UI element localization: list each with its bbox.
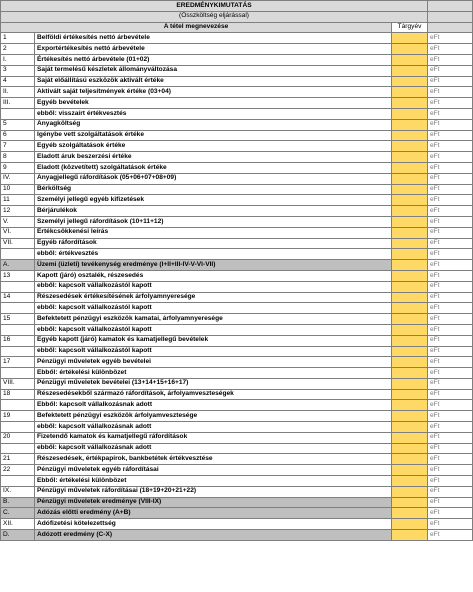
row-label: ebből: kapcsolt vállalkozásnak adott bbox=[35, 443, 392, 454]
unit-label: eFt bbox=[428, 486, 473, 497]
table-row bbox=[1, 314, 473, 325]
table-row bbox=[1, 422, 473, 433]
table-row bbox=[1, 335, 473, 346]
subtitle-row-blank bbox=[428, 11, 473, 22]
row-number bbox=[1, 249, 35, 260]
row-number: VII. bbox=[1, 238, 35, 249]
row-number: 4 bbox=[1, 76, 35, 87]
row-label: Részesedésekből származó ráfordítások, árfolyamveszteségek bbox=[35, 389, 392, 400]
row-number: II. bbox=[1, 87, 35, 98]
subtitle-row bbox=[1, 11, 473, 22]
item-column-header: A tétel megnevezése bbox=[1, 22, 392, 33]
current-year-value-cell[interactable] bbox=[392, 335, 428, 346]
current-year-value-cell[interactable] bbox=[392, 33, 428, 44]
unit-label: eFt bbox=[428, 162, 473, 173]
row-label: Egyéb szolgáltatások értéke bbox=[35, 141, 392, 152]
row-label: Értékcsökkenési leírás bbox=[35, 227, 392, 238]
row-label: Adózás előtti eredmény (A+B) bbox=[35, 508, 392, 519]
row-number: V. bbox=[1, 216, 35, 227]
unit-label: eFt bbox=[428, 98, 473, 109]
unit-label: eFt bbox=[428, 227, 473, 238]
current-year-value-cell[interactable] bbox=[392, 465, 428, 476]
unit-label: eFt bbox=[428, 270, 473, 281]
row-label: Belföldi értékesítés nettó árbevétele bbox=[35, 33, 392, 44]
table-row bbox=[1, 303, 473, 314]
unit-label: eFt bbox=[428, 519, 473, 530]
unit-label: eFt bbox=[428, 422, 473, 433]
row-number: VIII. bbox=[1, 378, 35, 389]
row-number: 11 bbox=[1, 195, 35, 206]
row-label: Ebből: értékelési különbözet bbox=[35, 476, 392, 487]
row-number: 16 bbox=[1, 335, 35, 346]
unit-label: eFt bbox=[428, 497, 473, 508]
row-number: 10 bbox=[1, 184, 35, 195]
unit-label: eFt bbox=[428, 87, 473, 98]
row-number bbox=[1, 281, 35, 292]
current-year-value-cell[interactable] bbox=[392, 454, 428, 465]
current-year-value-cell[interactable] bbox=[392, 184, 428, 195]
current-year-value-cell[interactable] bbox=[392, 530, 428, 541]
current-year-value-cell[interactable] bbox=[392, 173, 428, 184]
current-year-value-cell[interactable] bbox=[392, 432, 428, 443]
current-year-value-cell[interactable] bbox=[392, 443, 428, 454]
row-label: Pénzügyi műveletek bevételei (13+14+15+16+17) bbox=[35, 378, 392, 389]
row-number: 2 bbox=[1, 44, 35, 55]
table-row bbox=[1, 87, 473, 98]
row-number: 17 bbox=[1, 357, 35, 368]
unit-label: eFt bbox=[428, 260, 473, 271]
row-number: 21 bbox=[1, 454, 35, 465]
row-number: IX. bbox=[1, 486, 35, 497]
table-row bbox=[1, 400, 473, 411]
current-year-value-cell[interactable] bbox=[392, 162, 428, 173]
table-row bbox=[1, 33, 473, 44]
table-row bbox=[1, 141, 473, 152]
row-number bbox=[1, 368, 35, 379]
table-row bbox=[1, 346, 473, 357]
table-row bbox=[1, 227, 473, 238]
row-label: Aktivált saját teljesítmények értéke (03+04) bbox=[35, 87, 392, 98]
row-label: ebből: kapcsolt vállalkozástól kapott bbox=[35, 324, 392, 335]
row-number: 22 bbox=[1, 465, 35, 476]
title-row bbox=[1, 1, 473, 12]
current-year-value-cell[interactable] bbox=[392, 108, 428, 119]
table-row bbox=[1, 162, 473, 173]
row-number: 15 bbox=[1, 314, 35, 325]
table-row bbox=[1, 530, 473, 541]
current-year-value-cell[interactable] bbox=[392, 357, 428, 368]
current-year-value-cell[interactable] bbox=[392, 216, 428, 227]
unit-label: eFt bbox=[428, 141, 473, 152]
row-label: ebből: értékvesztés bbox=[35, 249, 392, 260]
table-row bbox=[1, 98, 473, 109]
current-year-value-cell[interactable] bbox=[392, 152, 428, 163]
row-label: Bérjárulékok bbox=[35, 206, 392, 217]
current-year-value-cell[interactable] bbox=[392, 497, 428, 508]
table-row bbox=[1, 292, 473, 303]
unit-label: eFt bbox=[428, 324, 473, 335]
table-row bbox=[1, 389, 473, 400]
unit-label: eFt bbox=[428, 65, 473, 76]
unit-label: eFt bbox=[428, 378, 473, 389]
unit-label: eFt bbox=[428, 281, 473, 292]
current-year-value-cell[interactable] bbox=[392, 76, 428, 87]
row-number: 13 bbox=[1, 270, 35, 281]
row-label: Pénzügyi műveletek egyéb bevételei bbox=[35, 357, 392, 368]
unit-label: eFt bbox=[428, 249, 473, 260]
current-year-value-cell[interactable] bbox=[392, 378, 428, 389]
table-row bbox=[1, 357, 473, 368]
row-label: Exportértékesítés nettó árbevétele bbox=[35, 44, 392, 55]
current-year-value-cell[interactable] bbox=[392, 206, 428, 217]
unit-label: eFt bbox=[428, 530, 473, 541]
row-label: Adófizetési kötelezettség bbox=[35, 519, 392, 530]
row-label: Pénzügyi műveletek egyéb ráfordításai bbox=[35, 465, 392, 476]
unit-label: eFt bbox=[428, 454, 473, 465]
unit-label: eFt bbox=[428, 389, 473, 400]
current-year-column-header: Tárgyév bbox=[392, 22, 428, 33]
income-statement-body bbox=[1, 1, 473, 541]
unit-label: eFt bbox=[428, 130, 473, 141]
unit-label: eFt bbox=[428, 119, 473, 130]
current-year-value-cell[interactable] bbox=[392, 44, 428, 55]
row-label: Ebből: értékelési különbözet bbox=[35, 368, 392, 379]
current-year-value-cell[interactable] bbox=[392, 314, 428, 325]
row-label: Személyi jellegű ráfordítások (10+11+12) bbox=[35, 216, 392, 227]
row-number: 3 bbox=[1, 65, 35, 76]
row-label: Részesedések, értékpapírok, bankbetétek értékvesztése bbox=[35, 454, 392, 465]
unit-label: eFt bbox=[428, 238, 473, 249]
row-number: IV. bbox=[1, 173, 35, 184]
current-year-value-cell[interactable] bbox=[392, 324, 428, 335]
row-number: 7 bbox=[1, 141, 35, 152]
row-label: ebből: kapcsolt vállalkozásnak adott bbox=[35, 422, 392, 433]
current-year-value-cell[interactable] bbox=[392, 54, 428, 65]
row-number: 14 bbox=[1, 292, 35, 303]
row-number: 1 bbox=[1, 33, 35, 44]
row-number bbox=[1, 476, 35, 487]
unit-label: eFt bbox=[428, 76, 473, 87]
unit-label: eFt bbox=[428, 335, 473, 346]
row-label: Befektetett pénzügyi eszközök árfolyamvesztesége bbox=[35, 411, 392, 422]
table-row bbox=[1, 508, 473, 519]
row-number bbox=[1, 443, 35, 454]
unit-column-header bbox=[428, 22, 473, 33]
row-label: Adózott eredmény (C-X) bbox=[35, 530, 392, 541]
row-number bbox=[1, 400, 35, 411]
row-number: VI. bbox=[1, 227, 35, 238]
table-row bbox=[1, 249, 473, 260]
unit-label: eFt bbox=[428, 411, 473, 422]
row-label: Anyagjellegű ráfordítások (05+06+07+08+09) bbox=[35, 173, 392, 184]
row-number: 19 bbox=[1, 411, 35, 422]
unit-label: eFt bbox=[428, 314, 473, 325]
row-label: Bérköltség bbox=[35, 184, 392, 195]
unit-label: eFt bbox=[428, 33, 473, 44]
table-row bbox=[1, 65, 473, 76]
unit-label: eFt bbox=[428, 206, 473, 217]
row-label: Egyéb ráfordítások bbox=[35, 238, 392, 249]
unit-label: eFt bbox=[428, 368, 473, 379]
row-number: 18 bbox=[1, 389, 35, 400]
table-row bbox=[1, 44, 473, 55]
row-label: ebből: visszaírt értékvesztés bbox=[35, 108, 392, 119]
unit-label: eFt bbox=[428, 292, 473, 303]
table-row bbox=[1, 497, 473, 508]
unit-label: eFt bbox=[428, 476, 473, 487]
current-year-value-cell[interactable] bbox=[392, 260, 428, 271]
table-row bbox=[1, 281, 473, 292]
table-row bbox=[1, 130, 473, 141]
current-year-value-cell[interactable] bbox=[392, 411, 428, 422]
row-label: Eladott (közvetített) szolgáltatások értéke bbox=[35, 162, 392, 173]
row-label: ebből: kapcsolt vállalkozástól kapott bbox=[35, 303, 392, 314]
current-year-value-cell[interactable] bbox=[392, 195, 428, 206]
unit-label: eFt bbox=[428, 400, 473, 411]
row-label: Üzemi (üzleti) tevékenység eredménye (I+II+III-IV-V-VI-VII) bbox=[35, 260, 392, 271]
table-row bbox=[1, 378, 473, 389]
unit-label: eFt bbox=[428, 443, 473, 454]
table-row bbox=[1, 486, 473, 497]
row-label: Eladott áruk beszerzési értéke bbox=[35, 152, 392, 163]
table-row bbox=[1, 411, 473, 422]
row-label: Befektetett pénzügyi eszközök kamatai, árfolyamnyeresége bbox=[35, 314, 392, 325]
unit-label: eFt bbox=[428, 357, 473, 368]
row-label: Fizetendő kamatok és kamatjellegű ráfordítások bbox=[35, 432, 392, 443]
table-row bbox=[1, 184, 473, 195]
current-year-value-cell[interactable] bbox=[392, 141, 428, 152]
table-row bbox=[1, 76, 473, 87]
current-year-value-cell[interactable] bbox=[392, 422, 428, 433]
row-number: 20 bbox=[1, 432, 35, 443]
column-header-row bbox=[1, 22, 473, 33]
table-row bbox=[1, 476, 473, 487]
row-label: Anyagköltség bbox=[35, 119, 392, 130]
current-year-value-cell[interactable] bbox=[392, 346, 428, 357]
table-row bbox=[1, 216, 473, 227]
row-label: Igénybe vett szolgáltatások értéke bbox=[35, 130, 392, 141]
current-year-value-cell[interactable] bbox=[392, 281, 428, 292]
unit-label: eFt bbox=[428, 465, 473, 476]
row-label: ebből: kapcsolt vállalkozástól kapott bbox=[35, 281, 392, 292]
unit-label: eFt bbox=[428, 195, 473, 206]
table-row bbox=[1, 454, 473, 465]
current-year-value-cell[interactable] bbox=[392, 87, 428, 98]
table-row bbox=[1, 108, 473, 119]
table-row bbox=[1, 238, 473, 249]
row-label: Pénzügyi műveletek ráfordításai (18+19+20+21+22) bbox=[35, 486, 392, 497]
row-number bbox=[1, 422, 35, 433]
current-year-value-cell[interactable] bbox=[392, 476, 428, 487]
unit-label: eFt bbox=[428, 432, 473, 443]
row-number: 8 bbox=[1, 152, 35, 163]
current-year-value-cell[interactable] bbox=[392, 389, 428, 400]
row-number: D. bbox=[1, 530, 35, 541]
unit-label: eFt bbox=[428, 173, 473, 184]
row-number: A. bbox=[1, 260, 35, 271]
row-label: Ebből: kapcsolt vállalkozásnak adott bbox=[35, 400, 392, 411]
table-row bbox=[1, 119, 473, 130]
row-number bbox=[1, 324, 35, 335]
table-row bbox=[1, 519, 473, 530]
row-label: Pénzügyi műveletek eredménye (VIII-IX) bbox=[35, 497, 392, 508]
row-number bbox=[1, 108, 35, 119]
current-year-value-cell[interactable] bbox=[392, 270, 428, 281]
row-number: 12 bbox=[1, 206, 35, 217]
statement-subtitle: (Összköltség eljárással) bbox=[1, 11, 428, 22]
row-number bbox=[1, 303, 35, 314]
row-label: Személyi jellegű egyéb kifizetések bbox=[35, 195, 392, 206]
row-number: 5 bbox=[1, 119, 35, 130]
table-row bbox=[1, 152, 473, 163]
current-year-value-cell[interactable] bbox=[392, 249, 428, 260]
row-label: Kapott (járó) osztalék, részesedés bbox=[35, 270, 392, 281]
table-row bbox=[1, 324, 473, 335]
current-year-value-cell[interactable] bbox=[392, 400, 428, 411]
current-year-value-cell[interactable] bbox=[392, 303, 428, 314]
current-year-value-cell[interactable] bbox=[392, 65, 428, 76]
title-row-blank bbox=[428, 1, 473, 12]
current-year-value-cell[interactable] bbox=[392, 227, 428, 238]
table-row bbox=[1, 206, 473, 217]
unit-label: eFt bbox=[428, 303, 473, 314]
row-label: Egyéb bevételek bbox=[35, 98, 392, 109]
current-year-value-cell[interactable] bbox=[392, 98, 428, 109]
current-year-value-cell[interactable] bbox=[392, 508, 428, 519]
row-number: I. bbox=[1, 54, 35, 65]
statement-title: EREDMÉNYKIMUTATÁS bbox=[1, 1, 428, 12]
row-number: C. bbox=[1, 508, 35, 519]
current-year-value-cell[interactable] bbox=[392, 130, 428, 141]
table-row bbox=[1, 270, 473, 281]
row-number: 6 bbox=[1, 130, 35, 141]
row-number: III. bbox=[1, 98, 35, 109]
current-year-value-cell[interactable] bbox=[392, 486, 428, 497]
row-label: Értékesítés nettó árbevétele (01+02) bbox=[35, 54, 392, 65]
table-row bbox=[1, 195, 473, 206]
row-number: XII. bbox=[1, 519, 35, 530]
table-row bbox=[1, 260, 473, 271]
unit-label: eFt bbox=[428, 216, 473, 227]
row-label: ebből: kapcsolt vállalkozástól kapott bbox=[35, 346, 392, 357]
current-year-value-cell[interactable] bbox=[392, 368, 428, 379]
row-label: Részesedések értékesítésének árfolyamnyeresége bbox=[35, 292, 392, 303]
row-label: Saját előállítású eszközök aktivált értéke bbox=[35, 76, 392, 87]
current-year-value-cell[interactable] bbox=[392, 292, 428, 303]
table-row bbox=[1, 54, 473, 65]
table-row bbox=[1, 368, 473, 379]
row-number: B. bbox=[1, 497, 35, 508]
row-label: Saját termelésű készletek állományváltozása bbox=[35, 65, 392, 76]
unit-label: eFt bbox=[428, 346, 473, 357]
current-year-value-cell[interactable] bbox=[392, 519, 428, 530]
unit-label: eFt bbox=[428, 152, 473, 163]
table-row bbox=[1, 432, 473, 443]
table-row bbox=[1, 443, 473, 454]
table-row bbox=[1, 173, 473, 184]
unit-label: eFt bbox=[428, 108, 473, 119]
row-number: 9 bbox=[1, 162, 35, 173]
table-row bbox=[1, 465, 473, 476]
row-label: Egyéb kapott (járó) kamatok és kamatjellegű bevételek bbox=[35, 335, 392, 346]
row-number bbox=[1, 346, 35, 357]
unit-label: eFt bbox=[428, 184, 473, 195]
current-year-value-cell[interactable] bbox=[392, 238, 428, 249]
unit-label: eFt bbox=[428, 508, 473, 519]
unit-label: eFt bbox=[428, 44, 473, 55]
current-year-value-cell[interactable] bbox=[392, 119, 428, 130]
unit-label: eFt bbox=[428, 54, 473, 65]
